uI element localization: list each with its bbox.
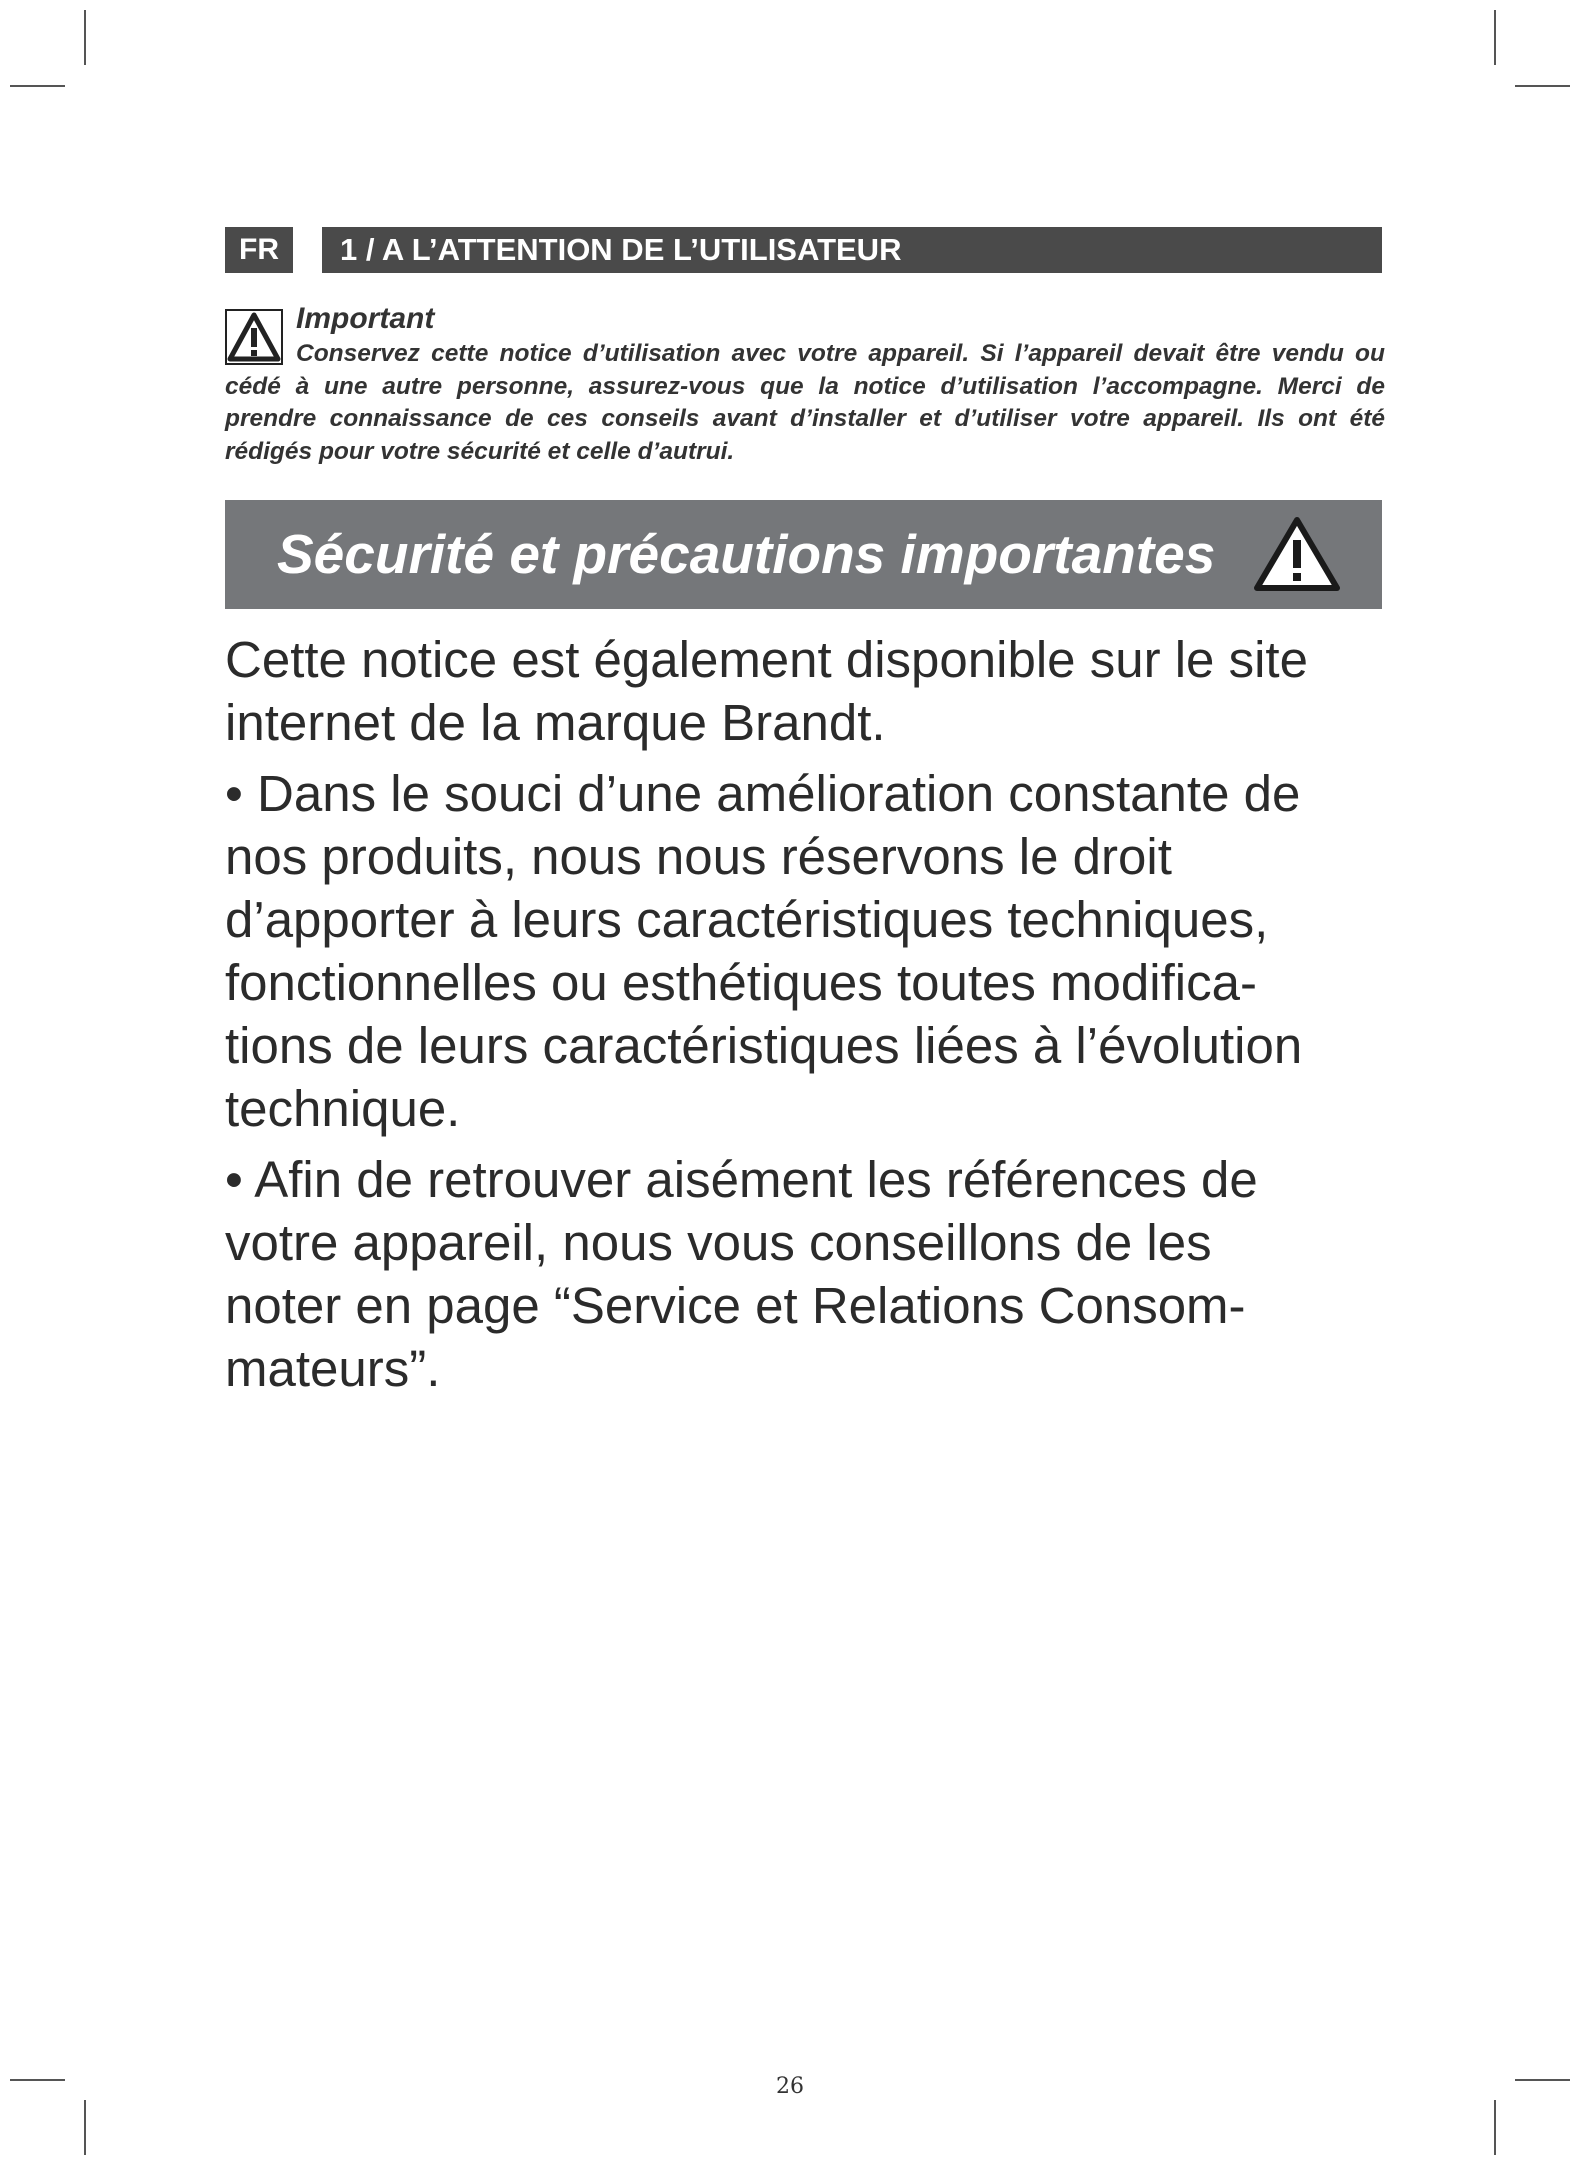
paragraph-references: • Afin de retrouver aisément les références de votre appareil, nous vous conseillons de les noter en page “Service et Relations Consom- mateurs”. xyxy=(225,1151,1258,1397)
banner-title: Sécurité et précautions importantes xyxy=(277,523,1216,585)
safety-banner xyxy=(225,500,1382,609)
section-title: 1 / A L’ATTENTION DE L’UTILISATEUR xyxy=(322,227,1382,273)
crop-mark-top-right-v xyxy=(1494,10,1496,65)
page-number: 26 xyxy=(776,2074,804,2099)
body-text xyxy=(225,628,1405,1408)
important-text: Conservez cette notice d’utilisation avec votre appareil. Si l’appareil devait être vendu ou cédé à une autre personne, assurez-vous que la notice d’utilisation l’accompagne. Merci de prendre connaissance de ces conseils avant d’installer et d’utiliser votre appareil. Ils ont été rédigés pour votre sécurité et celle d’autrui. xyxy=(225,340,1385,465)
crop-mark-bottom-left-v xyxy=(84,2100,86,2155)
important-title: Important xyxy=(296,302,435,335)
paragraph-availability: Cette notice est également disponible sur le site internet de la marque Brandt. xyxy=(225,631,1308,751)
crop-mark-top-left-v xyxy=(84,10,86,65)
paragraph-improvement: • Dans le souci d’une amélioration constante de nos produits, nous nous réservons le droit d’apporter à leurs caractéristiques techniques, fonctionnelles ou esthétiques toutes modifica- tions de leurs caractéristiques liées à l’évolution technique. xyxy=(225,765,1303,1137)
crop-mark-bottom-right-v xyxy=(1494,2100,1496,2155)
language-badge: FR xyxy=(225,227,293,273)
crop-mark-top-left-h xyxy=(10,85,65,87)
warning-triangle-icon xyxy=(1253,514,1341,594)
crop-mark-top-right-h xyxy=(1515,85,1570,87)
